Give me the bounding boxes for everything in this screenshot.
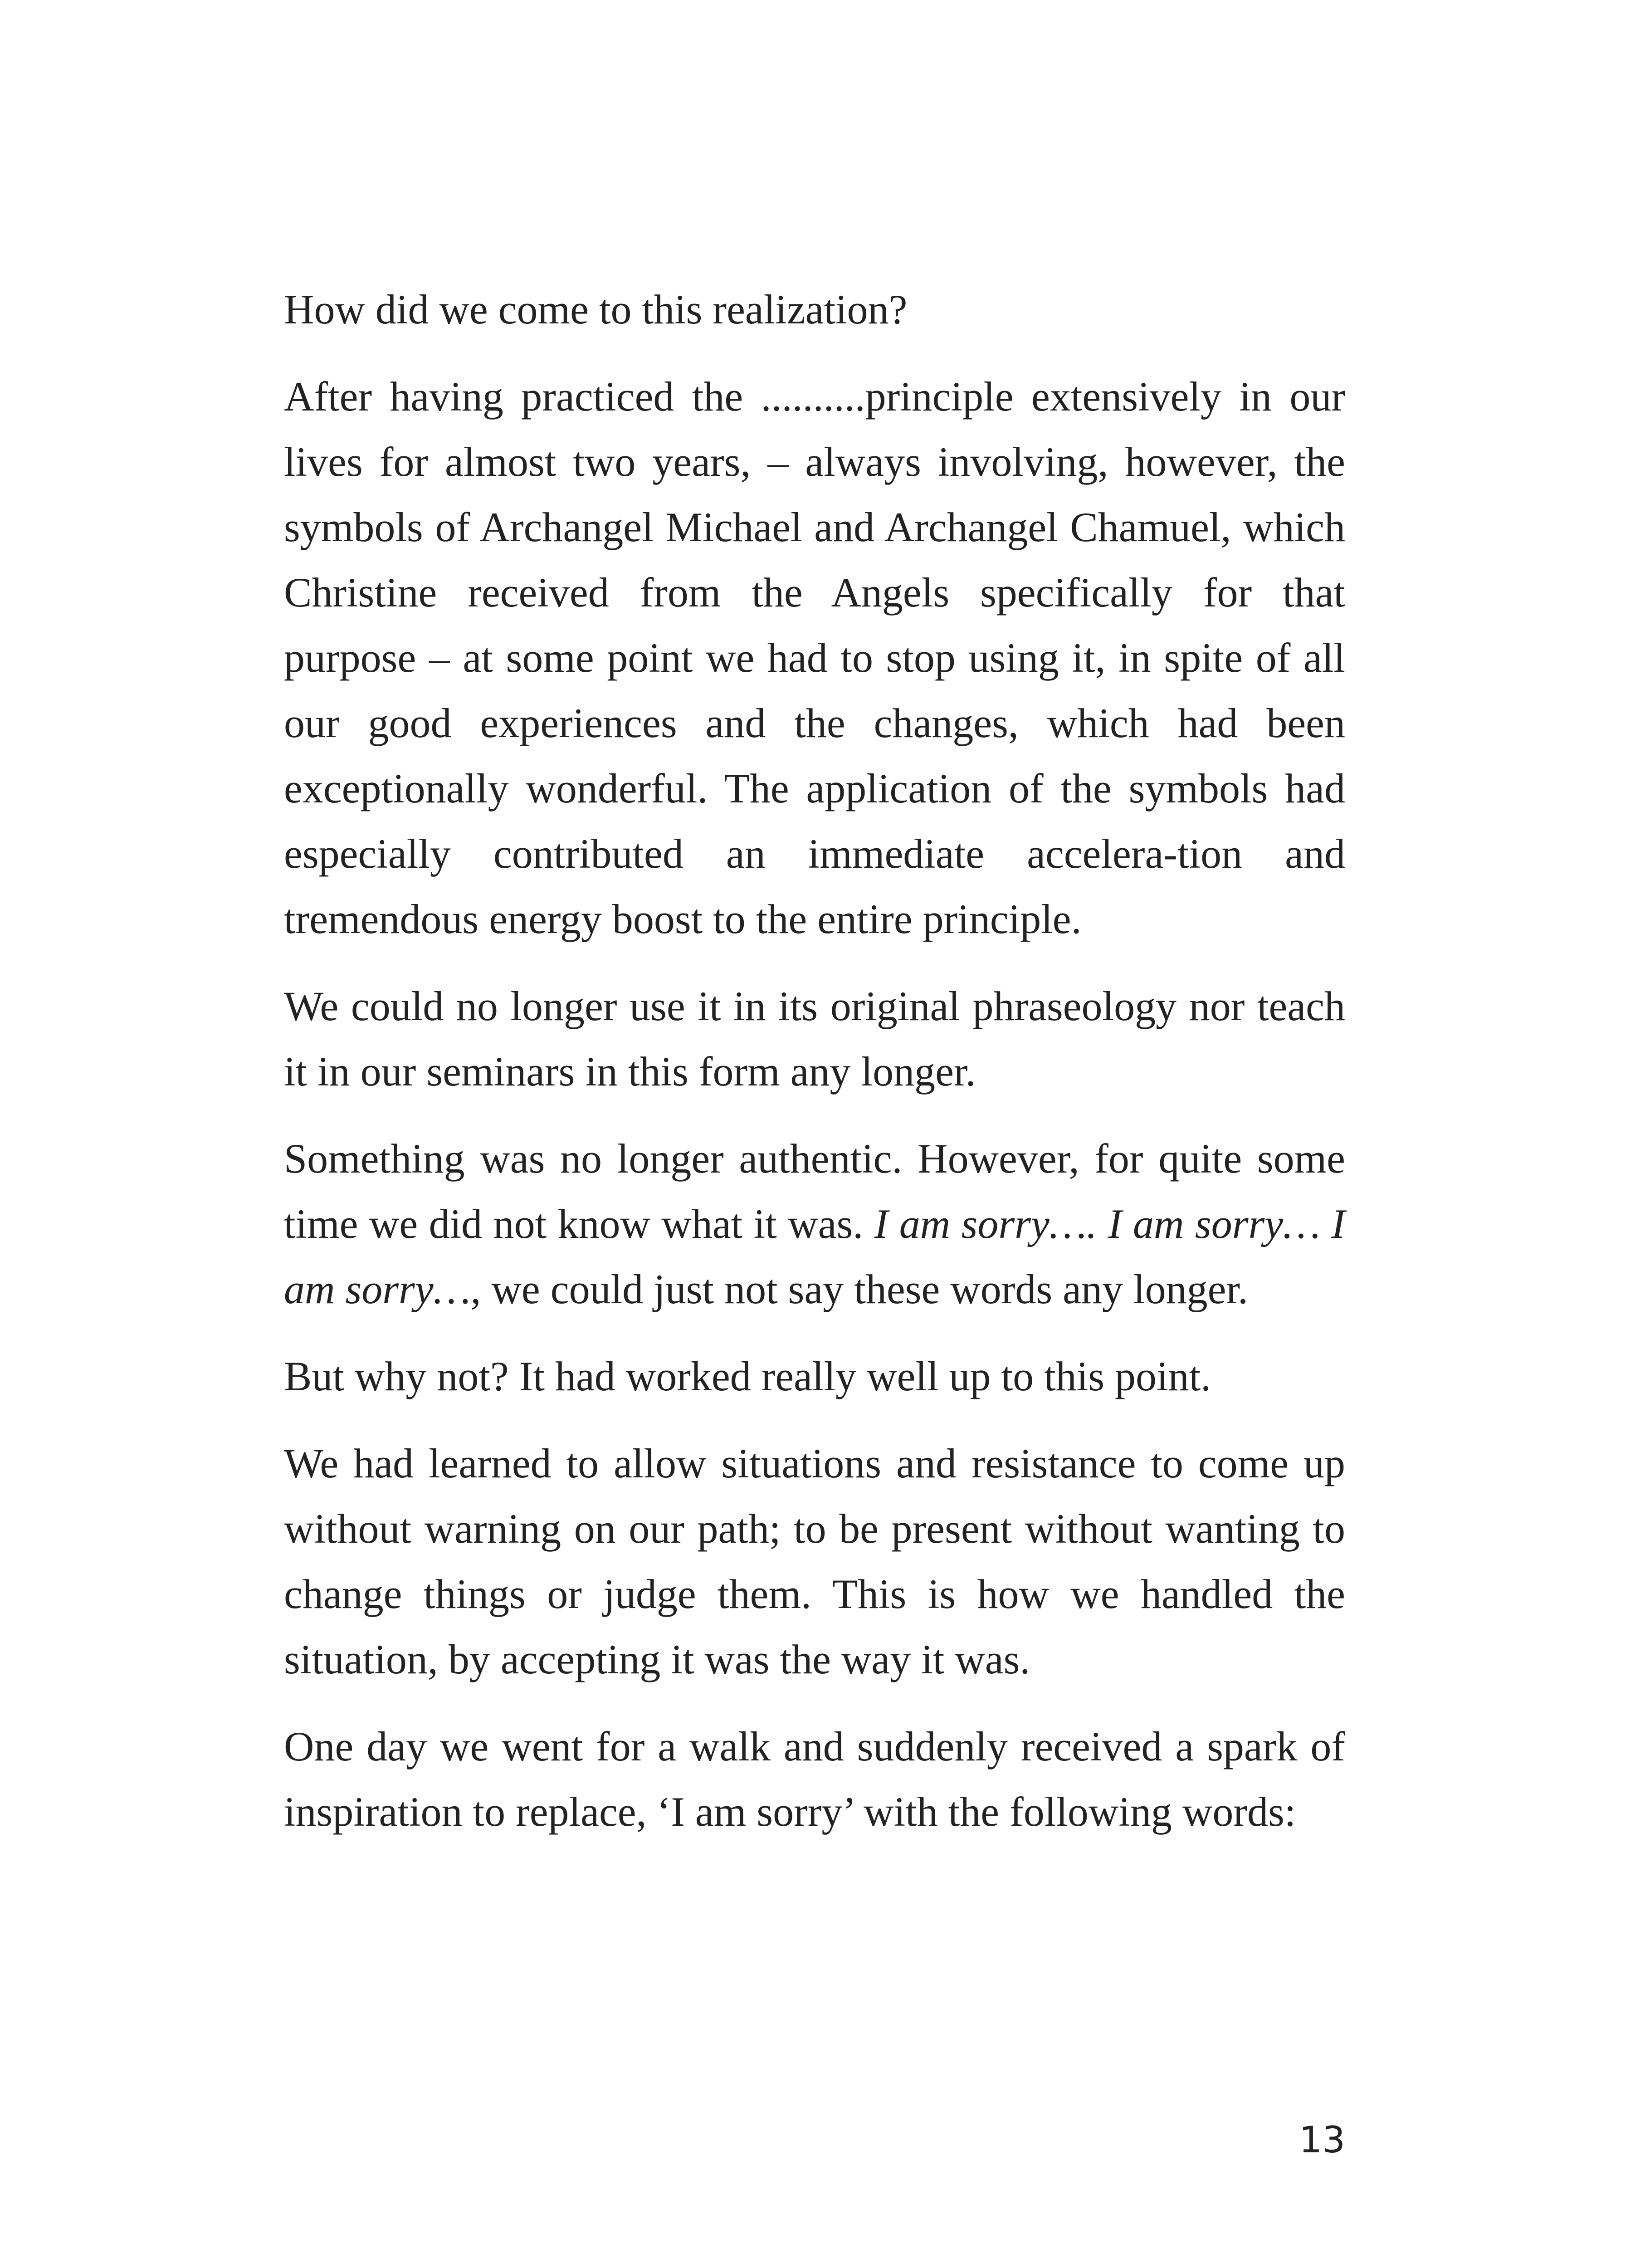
paragraph-question: How did we come to this realization?: [284, 286, 908, 332]
i-am-sorry-phrase: I am sorry…. I am sorry… I am sorry…: [284, 1201, 1345, 1312]
page-number: 13: [1299, 2119, 1345, 2161]
paragraph-walk-inspiration: One day we went for a walk and suddenly received a spark of inspiration to replace, ‘I am sorry’ with the following words:: [284, 1723, 1345, 1835]
paragraph-no-longer-use: We could no longer use it in its original phraseology nor teach it in our seminars in this form any longer.: [284, 983, 1345, 1095]
paragraph-learned-to-allow: We had learned to allow situations and resistance to come up without warning on our path; to be present without wanting to change things or judge them. This is how we handled the situation, by accepting it was the way it was.: [284, 1440, 1345, 1682]
body-text: [284, 277, 1345, 1844]
paragraph-not-authentic-end: , we could just not say these words any longer.: [470, 1266, 1248, 1312]
paragraph-why-not: But why not? It had worked really well up to this point.: [284, 1353, 1211, 1399]
paragraph-not-authentic: [284, 1126, 1345, 1322]
paragraph-not-authentic-start: Something was no longer authentic. However, for quite some time we did not know what it was.: [284, 1135, 1345, 1247]
paragraph-practice-history: After having practiced the ..........principle extensively in our lives for almost two years, – always involving, however, the symbols of Archangel Michael and Archangel Chamuel, which Christine received from the Angels specifically for that purpose – at some point we had to stop using it, in spite of all our good experiences and the changes, which had been exceptionally wonderful. The application of the symbols had especially contributed an immediate accelera-tion and tremendous energy boost to the entire principle.: [284, 373, 1345, 942]
